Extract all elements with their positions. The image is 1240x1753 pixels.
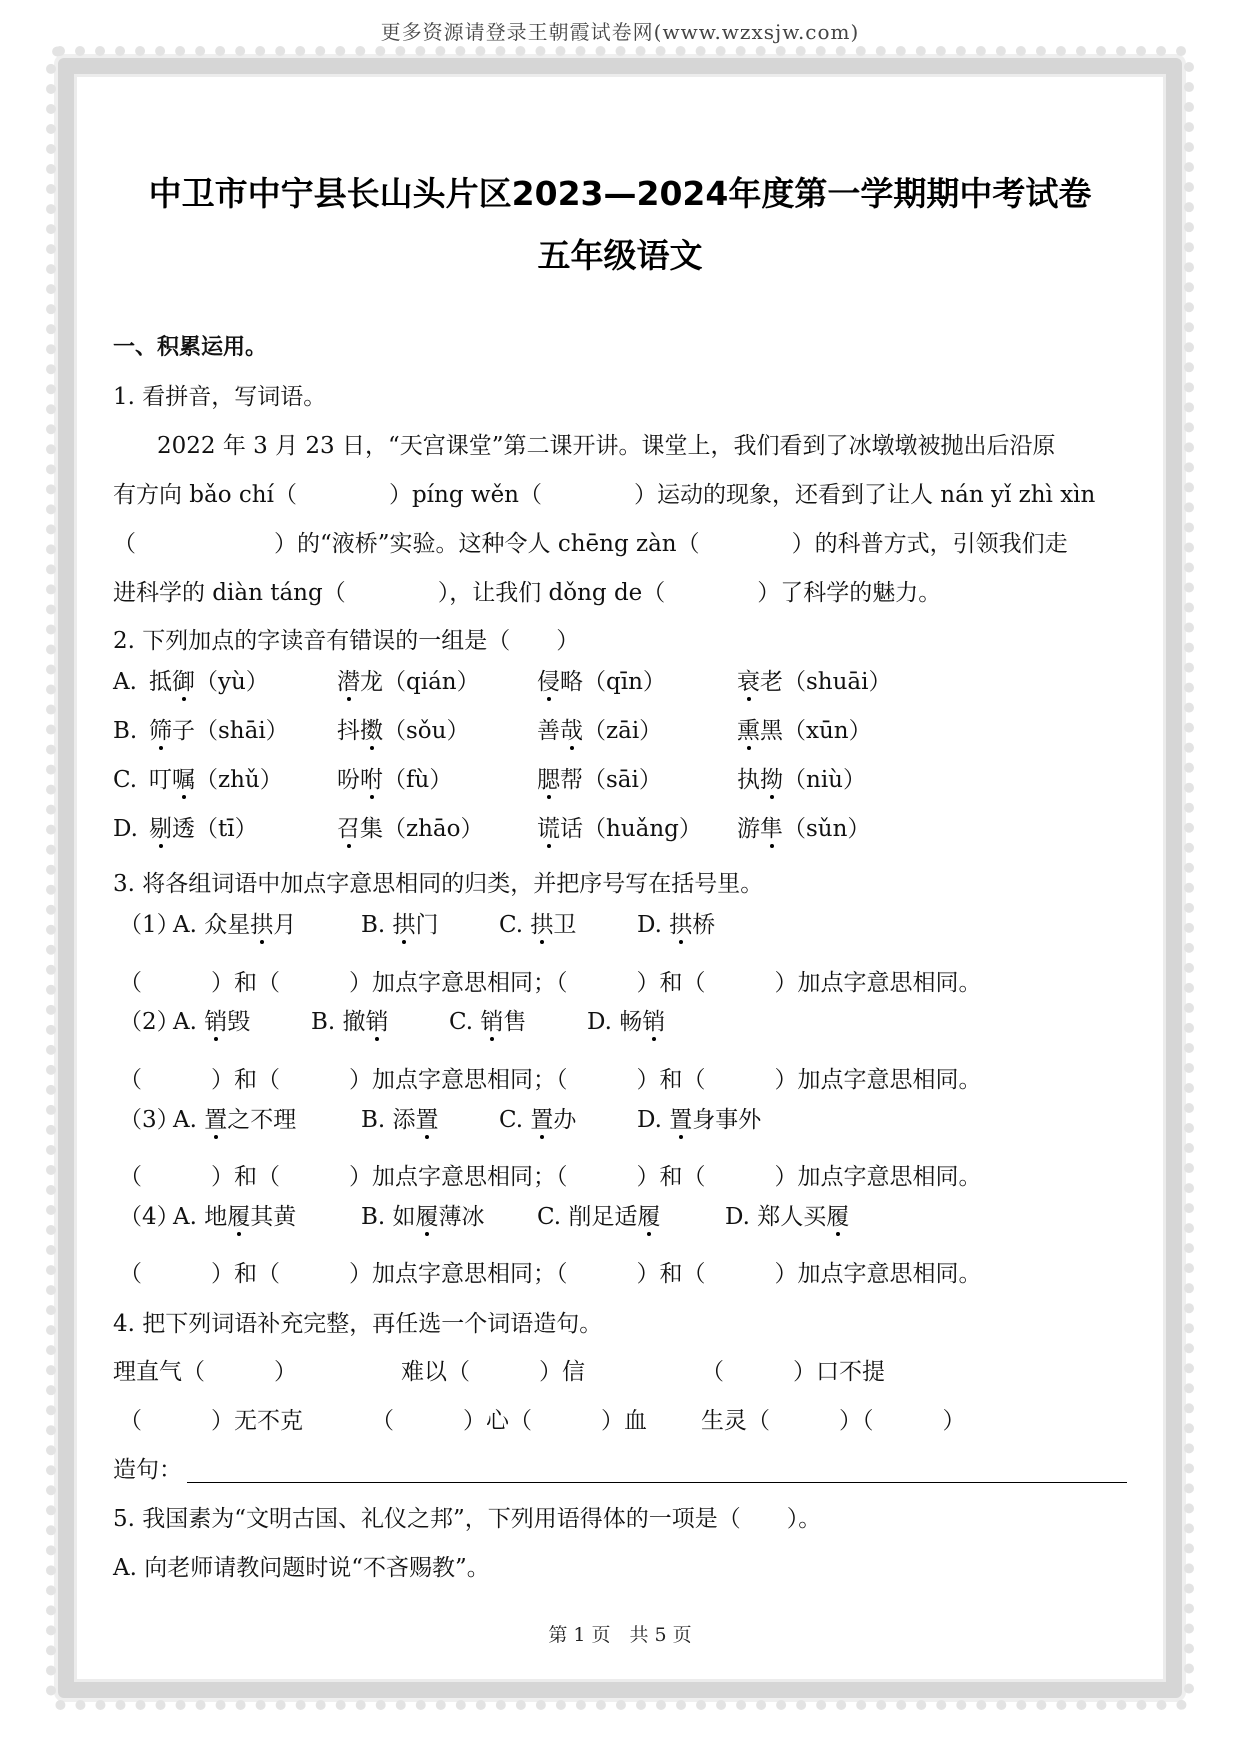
idiom-blank: （ ）无不克 [119,1408,303,1434]
idiom-blank: （ ）口不提 [701,1359,885,1385]
pinyin: （huǎng） [583,816,702,842]
word-prefix: 善 [537,718,560,744]
dotted-character: 召 [337,816,360,842]
word-suffix: 帮 [560,767,583,793]
dotted-character: 剔 [149,816,172,842]
option-prefix: A. 众星 [173,912,251,938]
question-2-prompt: 2. 下列加点的字读音有错误的一组是（ ） [113,628,580,654]
group-label: （2） [119,1009,180,1035]
dotted-character: 哉 [560,718,583,744]
pinyin: （xūn） [783,718,872,744]
question-3-group [113,1006,1128,1038]
idiom-blank: （ ）心（ ）血 [371,1408,647,1434]
question-3-answer-line: （ ）和（ ）加点字意思相同；（ ）和（ ）加点字意思相同。 [119,1067,982,1093]
question-3-answer-line: （ ）和（ ）加点字意思相同；（ ）和（ ）加点字意思相同。 [119,970,982,996]
option-suffix: 其黄 [250,1204,297,1230]
word-prefix: 抵 [149,669,172,695]
pinyin: （tī） [195,816,258,842]
question-2-option-row [113,715,1128,747]
pinyin: （sāi） [583,767,662,793]
word-prefix: 游 [737,816,760,842]
option-suffix: 门 [415,912,439,938]
group-label: （4） [119,1204,180,1230]
word-suffix: 龙 [360,669,383,695]
dotted-character: 履 [415,1204,439,1230]
option-suffix: 薄冰 [438,1204,485,1230]
idiom-blank: 理直气（ ） [113,1359,297,1385]
pinyin: （yù） [195,669,269,695]
option-prefix: B. 添 [361,1107,416,1133]
group-label: （1） [119,912,180,938]
pinyin: （qián） [383,669,480,695]
dotted-character: 销 [480,1009,504,1035]
dotted-character: 筛 [149,718,172,744]
option-label: A. [113,669,137,695]
word-suffix: 话 [560,816,583,842]
dotted-character: 销 [204,1009,228,1035]
option-suffix: 月 [273,912,297,938]
dotted-character: 履 [637,1204,661,1230]
pinyin: （zāi） [583,718,663,744]
option-prefix: A. [173,1107,205,1133]
dotted-character: 拗 [760,767,783,793]
option-label: D. [113,816,138,842]
dotted-character: 销 [365,1009,389,1035]
question-4-row [113,1405,1128,1437]
sentence-label: 造句： [113,1457,182,1483]
page-number: 第 1 页 共 5 页 [548,1624,692,1646]
word-suffix: 集 [360,816,383,842]
word-prefix: 吩 [337,767,360,793]
question-3-group [113,909,1128,941]
dotted-character: 履 [826,1204,850,1230]
question-1-paragraph-line: （ ）的“液桥”实验。这种令人 chēng zàn（ ）的科普方式，引领我们走 [113,531,1068,557]
question-2-option-row [113,813,1128,845]
question-3-answer-line: （ ）和（ ）加点字意思相同；（ ）和（ ）加点字意思相同。 [119,1261,982,1287]
word-prefix: 执 [737,767,760,793]
option-prefix: D. 郑人买 [725,1204,827,1230]
option-prefix: D. [637,1107,670,1133]
option-prefix: C. [499,1107,531,1133]
option-prefix: B. 如 [361,1204,416,1230]
dotted-character: 腮 [537,767,560,793]
dotted-character: 衰 [737,669,760,695]
group-label: （3） [119,1107,180,1133]
word-suffix: 黑 [760,718,783,744]
pinyin: （shāi） [195,718,289,744]
pinyin: （zhǔ） [195,767,283,793]
dotted-character: 置 [530,1107,554,1133]
option-prefix: A. [173,1009,205,1035]
dotted-character: 置 [669,1107,693,1133]
dotted-character: 拱 [392,912,416,938]
section-heading: 一、积累运用。 [113,335,268,360]
exam-title: 中卫市中宁县长山头片区2023—2024年度第一学期期中考试卷 [148,174,1092,213]
source-watermark: 更多资源请登录王朝霞试卷网(www.wzxsjw.com) [380,20,860,44]
dotted-character: 御 [172,669,195,695]
option-suffix: 毁 [227,1009,251,1035]
dotted-character: 谎 [537,816,560,842]
option-suffix: 售 [503,1009,527,1035]
dotted-character: 嘱 [172,767,195,793]
dotted-character: 咐 [360,767,383,793]
question-5-option-a: A. 向老师请教问题时说“不吝赐教”。 [113,1555,490,1581]
pinyin: （shuāi） [783,669,892,695]
pinyin: （fù） [383,767,453,793]
idiom-blank: 生灵（ ）（ ） [701,1408,966,1434]
option-prefix: B. [361,912,393,938]
option-prefix: C. [449,1009,481,1035]
dotted-character: 置 [204,1107,228,1133]
dotted-character: 销 [642,1009,666,1035]
dotted-character: 隼 [760,816,783,842]
word-suffix: 透 [172,816,195,842]
word-prefix: 抖 [337,718,360,744]
dotted-character: 置 [415,1107,439,1133]
option-prefix: B. 撤 [311,1009,366,1035]
option-prefix: C. 削足适 [537,1204,638,1230]
question-3-group [113,1104,1128,1136]
option-suffix: 卫 [553,912,577,938]
word-suffix: 老 [760,669,783,695]
question-3-answer-line: （ ）和（ ）加点字意思相同；（ ）和（ ）加点字意思相同。 [119,1164,982,1190]
option-prefix: A. 地 [173,1204,228,1230]
pinyin: （sǔn） [783,816,871,842]
option-prefix: D. 畅 [587,1009,643,1035]
exam-subject: 五年级语文 [537,236,703,275]
question-5-prompt: 5. 我国素为“文明古国、礼仪之邦”，下列用语得体的一项是（ ）。 [113,1506,822,1532]
dotted-character: 履 [227,1204,251,1230]
dotted-character: 潜 [337,669,360,695]
question-4-row [113,1356,1128,1388]
dotted-character: 拱 [250,912,274,938]
word-suffix: 子 [172,718,195,744]
pinyin: （zhāo） [383,816,484,842]
question-4-prompt: 4. 把下列词语补充完整，再任选一个词语造句。 [113,1311,603,1337]
sentence-answer-line[interactable] [187,1482,1127,1483]
option-label: C. [113,767,138,793]
dotted-character: 侵 [537,669,560,695]
option-suffix: 桥 [692,912,716,938]
word-prefix: 叮 [149,767,172,793]
question-1-paragraph-line: 进科学的 diàn táng（ ），让我们 dǒng de（ ）了科学的魅力。 [113,580,942,606]
option-label: B. [113,718,138,744]
question-2-option-row [113,764,1128,796]
question-1-paragraph-line: 2022 年 3 月 23 日，“天宫课堂”第二课开讲。课堂上，我们看到了冰墩墩被抛出后沿原 [157,433,1056,459]
dotted-character: 熏 [737,718,760,744]
dotted-character: 擞 [360,718,383,744]
pinyin: （qīn） [583,669,666,695]
pinyin: （niù） [783,767,866,793]
question-1-prompt: 1. 看拼音，写词语。 [113,384,327,410]
question-2-option-row [113,666,1128,698]
question-3-prompt: 3. 将各组词语中加点字意思相同的归类，并把序号写在括号里。 [113,871,764,897]
dotted-character: 拱 [669,912,693,938]
word-suffix: 略 [560,669,583,695]
option-prefix: C. [499,912,531,938]
option-suffix: 办 [553,1107,577,1133]
option-suffix: 之不理 [227,1107,297,1133]
option-suffix: 身事外 [692,1107,762,1133]
question-1-paragraph-line: 有方向 bǎo chí（ ）píng wěn（ ）运动的现象，还看到了让人 nán yǐ zhì xìn [113,482,1096,508]
pinyin: （sǒu） [383,718,470,744]
option-prefix: D. [637,912,670,938]
idiom-blank: 难以（ ）信 [401,1359,585,1385]
dotted-character: 拱 [530,912,554,938]
question-3-group [113,1201,1128,1233]
